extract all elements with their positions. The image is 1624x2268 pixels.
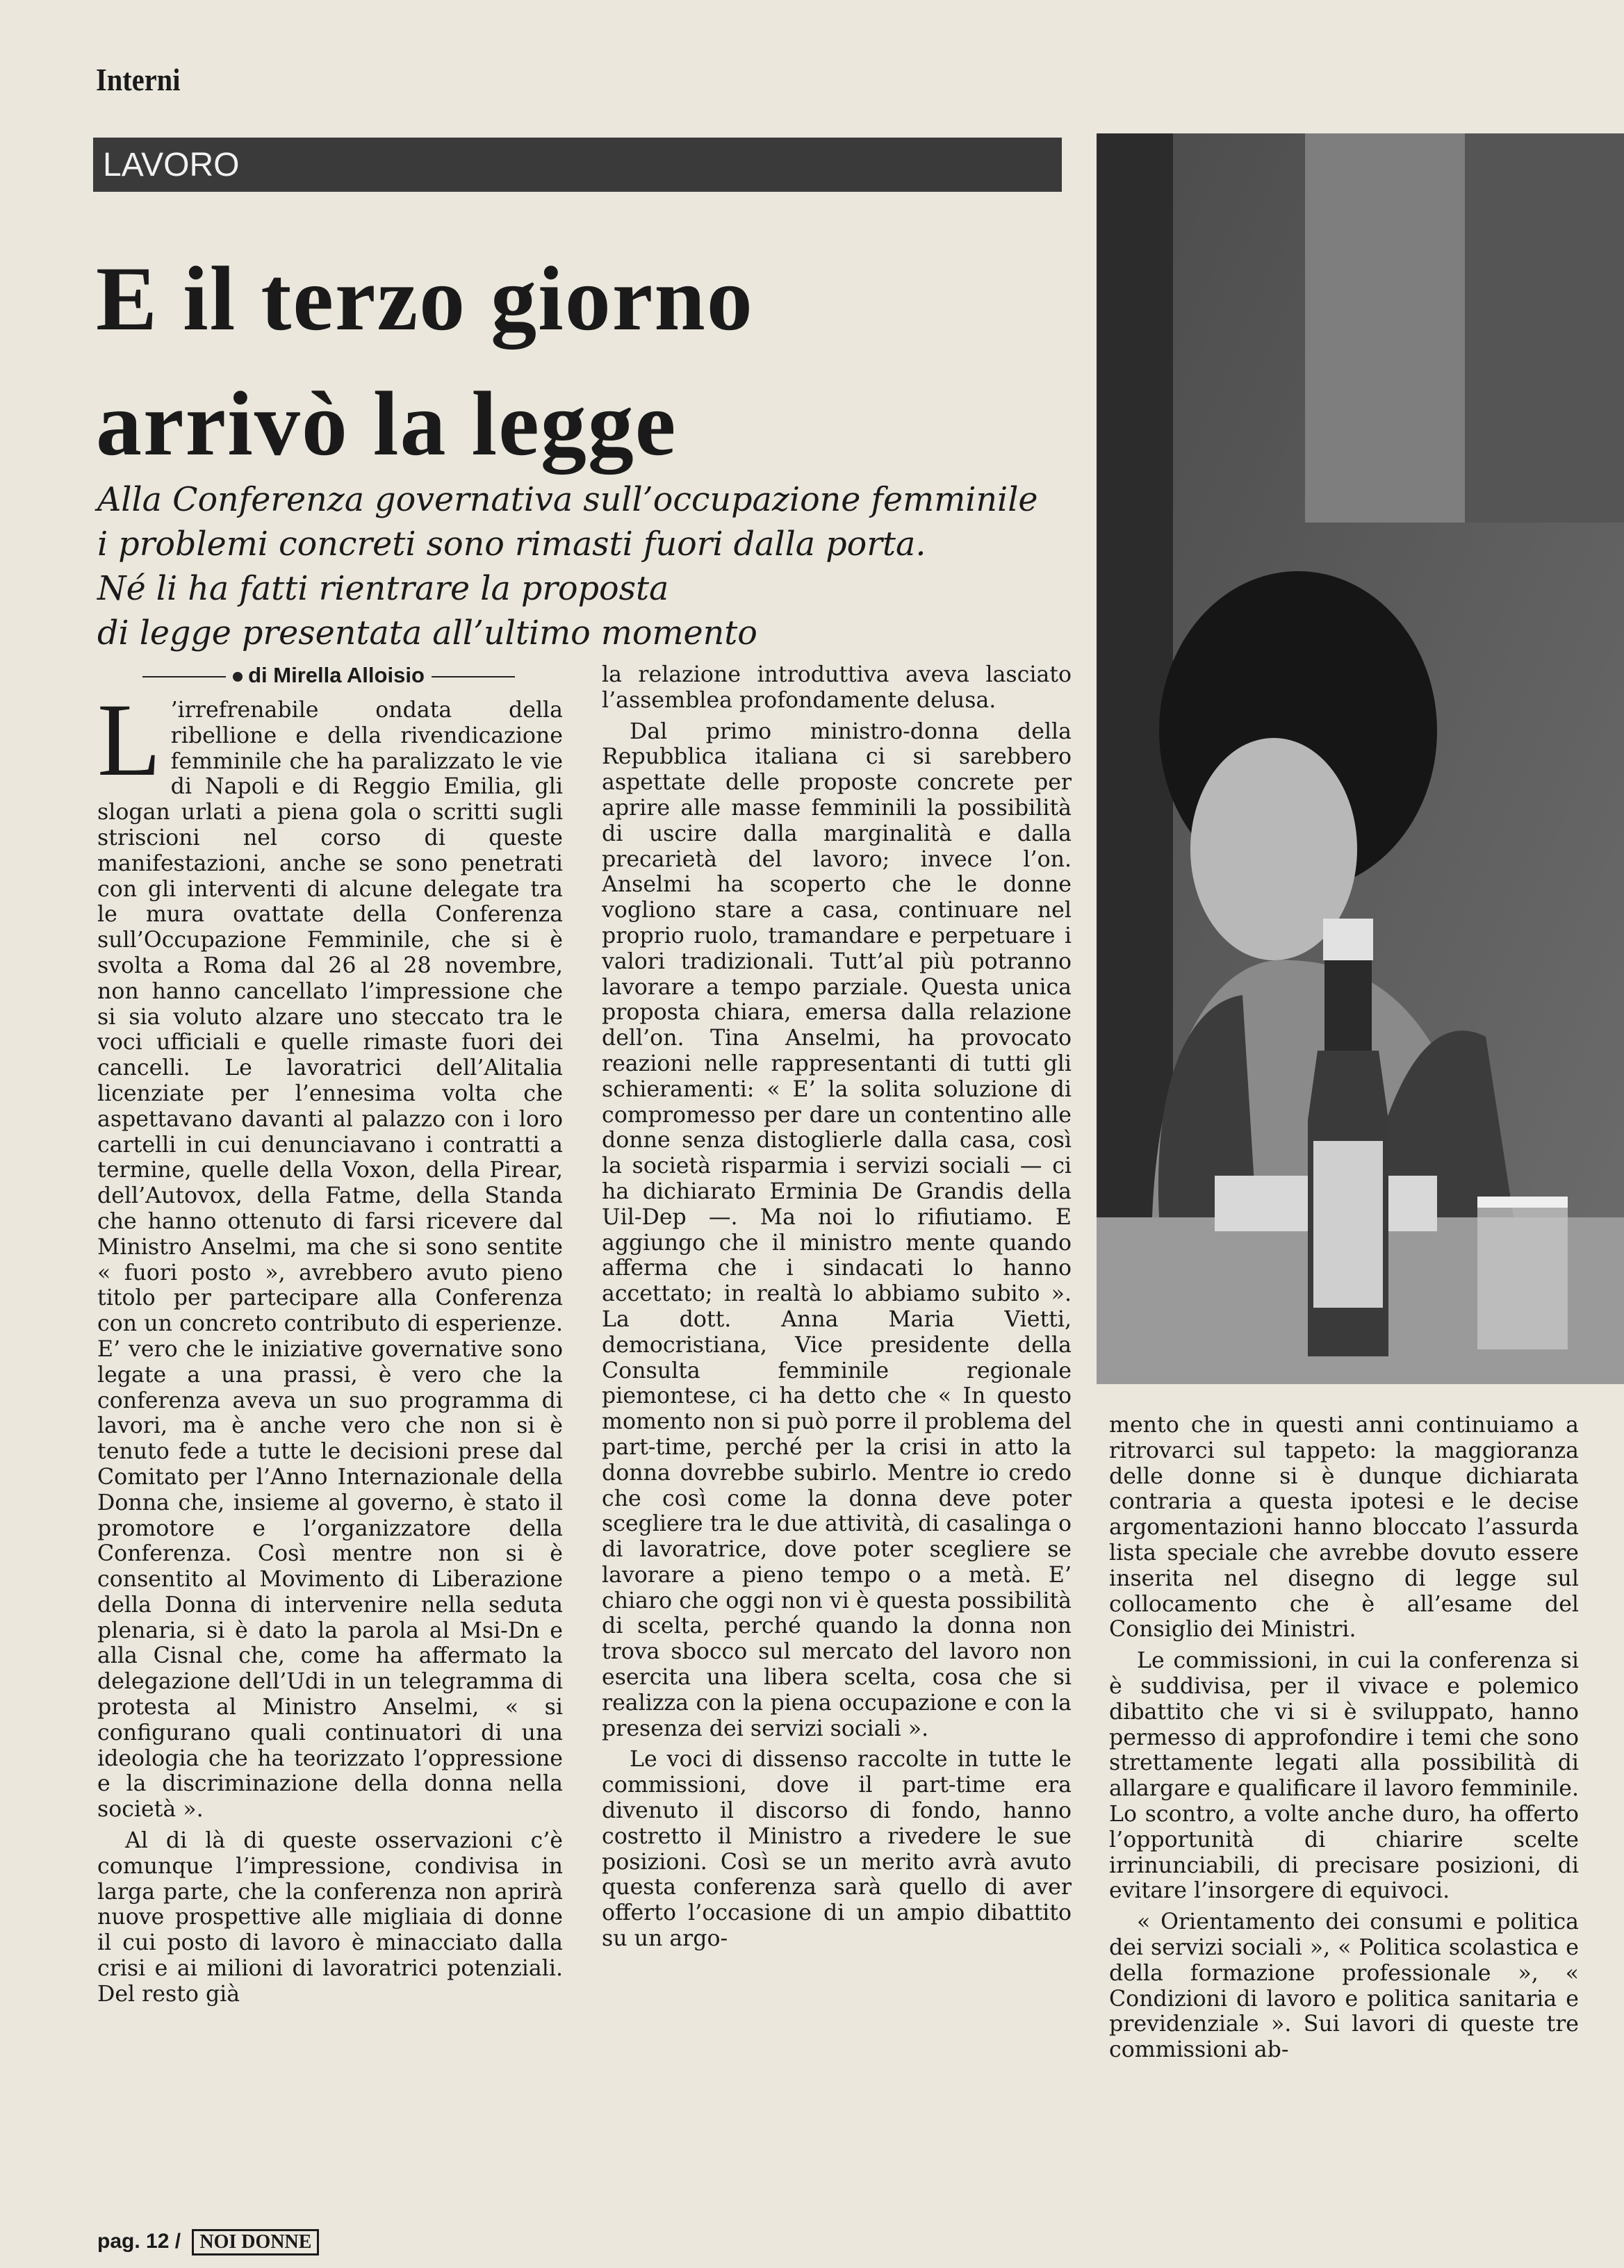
- article-column-3: [1109, 1413, 1579, 2063]
- paragraph: « Orientamento dei consumi e politica dei servizi sociali », « Politica scolastica e della formazione professionale », « Condizioni di lavoro e politica sanitaria e previdenziale ». Sui lavori di queste tre commissioni ab-: [1109, 1909, 1579, 2063]
- byline-text: di Mirella Alloisio: [248, 663, 425, 687]
- article-column-2: [602, 662, 1072, 1952]
- deck-line-4: di legge presentata all’ultimo momento: [97, 614, 757, 652]
- headline-line-2: arrivò la legge: [96, 372, 678, 475]
- section-label: Interni: [96, 62, 181, 97]
- magazine-logo: NOI DONNE: [192, 2229, 319, 2255]
- byline-rule-left: [142, 676, 226, 677]
- headline: [96, 236, 1055, 486]
- page-number: pag. 12 /: [97, 2230, 181, 2253]
- byline-rule-right: [432, 676, 515, 677]
- paragraph: [97, 682, 563, 1823]
- photo-woman-at-conference: [1097, 133, 1624, 1384]
- paragraph: Al di là di queste osservazioni c’è comunque l’impressione, condivisa in larga parte, che la conferenza non aprirà nuove prospettive alle migliaia di donne il cui posto di lavoro è minacciato dalla crisi e ai milioni di lavoratrici potenziali. Del resto già: [97, 1828, 563, 2007]
- deck-line-2: i problemi concreti sono rimasti fuori dalla porta.: [97, 525, 926, 564]
- photo-illustration: [1097, 133, 1624, 1384]
- article-column-1: [97, 682, 563, 2007]
- rubric-bar: [93, 138, 1062, 192]
- page-footer: [97, 2228, 319, 2255]
- paragraph: Le voci di dissenso raccolte in tutte le commissioni, dove il part-time era divenuto il discorso di fondo, hanno costretto il Ministro a rivedere le sue posizioni. Così se un merito avrà avuto questa conferenza sarà quello di aver offerto l’occasione di un ampio dibattito su un argo-: [602, 1747, 1072, 1952]
- paragraph: Dal primo ministro-donna della Repubblica italiana ci si sarebbero aspettate delle proposte concrete per aprire alle masse femminili la possibilità di uscire dalla marginalità e dalla precarietà del lavoro; invece l’on. Anselmi ha scoperto che le donne vogliono stare a casa, continuare nel proprio ruolo, tramandare e perpetuare i valori tradizionali. Tutt’al più potranno lavorare a tempo parziale. Questa unica proposta chiara, emersa dalla relazione dell’on. Tina Anselmi, ha provocato reazioni nelle rappresentanti di tutti gli schieramenti: « E’ la solita soluzione di compromesso per dare un contentino alle donne senza distoglierle dalla casa, così la società risparmia i servizi sociali — ci ha dichiarato Erminia De Grandis della Uil-Dep —. Ma noi lo rifiutiamo. E aggiungo che il ministro mente quando afferma che i sindacati lo hanno accettato; in realtà lo abbiamo subito ». La dott. Anna Maria Vietti, democristiana, Vice presidente della Consulta femminile regionale piemontese, ci ha detto che « In questo momento non si può porre il problema del part-time, perché per la crisi in atto la donna dovrebbe subirlo. Mentre io credo che così come la donna deve poter scegliere tra le due attività, di casalinga o di lavoratrice, dove poter scegliere se lavorare a pieno tempo o a metà. E’ chiaro che oggi non vi è questa possibilità di scelta, perché quando la donna non trova sbocco sul mercato del lavoro non esercita una libera scelta, cosa che si realizza con la piena occupazione e con la presenza dei servizi sociali ».: [602, 718, 1072, 1741]
- paragraph: la relazione introduttiva aveva lasciato l’assemblea profondamente delusa.: [602, 662, 1072, 713]
- deck-line-1: Alla Conferenza governativa sull’occupazione femminile: [97, 481, 1038, 519]
- byline: [97, 662, 560, 689]
- paragraph: mento che in questi anni continuiamo a ritrovarci sul tappeto: la maggioranza delle donne si è dunque dichiarata contraria a questa ipotesi e le decise argomentazioni hanno bloccato l’assurda lista speciale che avrebbe dovuto essere inserita nel disegno di legge sul collocamento che è all’esame del Consiglio dei Ministri.: [1109, 1413, 1579, 1643]
- paragraph-text: ’irrefrenabile ondata della ribellione e della rivendicazione femminile che ha paralizzato le vie di Napoli e di Reggio Emilia, gli slogan urlati a piena gola o scritti sugli striscioni nel corso di queste manifestazioni, anche se sono penetrati con gli interventi di alcune delegate tra le mura ovattate della Conferenza sull’Occupazione Femminile, che si è svolta a Roma dal 26 al 28 novembre, non hanno cancellato l’impressione che si sia voluto alzare uno steccato tra le voci ufficiali e quelle rimaste fuori dei cancelli. Le lavoratrici dell’Alitalia licenziate per l’ennesima volta che aspettavano davanti al palazzo con i loro cartelli in cui denunciavano i contratti a termine, quelle della Voxon, della Pirear, dell’Autovox, della Fatme, della Standa che hanno ottenuto di farsi ricevere dal Ministro Anselmi, ma che si sono sentite « fuori posto », avrebbero avuto pieno titolo per partecipare alla Conferenza con un concreto contributo di esperienze. E’ vero che le iniziative governative sono legate a una prassi, è vero che la conferenza aveva un suo programma di lavori, ma è anche vero che non si è tenuto fede a tutte le decisioni prese dal Comitato per l’Anno Internazionale della Donna che, insieme al governo, è stato il promotore e l’organizzatore della Conferenza. Così mentre non si è consentito al Movimento di Liberazione della Donna di intervenire nella seduta plenaria, si è dato la parola al Msi-Dn e alla Cisnal che, come ha affermato la delegazione dell’Udi in un telegramma di protesta al Ministro Anselmi, « si configurano quali continuatori di una ideologia che ha teorizzato l’oppressione e la discriminazione della donna nella società ».: [97, 698, 563, 1823]
- deck: [97, 478, 1042, 656]
- rubric-label: LAVORO: [103, 147, 240, 183]
- headline-line-1: E il terzo giorno: [96, 247, 754, 350]
- deck-line-3: Né li ha fatti rientrare la proposta: [97, 570, 669, 608]
- drop-cap: L: [97, 682, 161, 798]
- bullet-icon: [233, 672, 243, 682]
- paragraph: Le commissioni, in cui la conferenza si è suddivisa, per il vivace e polemico dibattito che vi si è sviluppato, hanno permesso di approfondire i temi che sono strettamente legati alla possibilità di allargare e qualificare il lavoro femminile. Lo scontro, a volte anche duro, ha offerto l’opportunità di chiarire scelte irrinunciabili, di precisare posizioni, di evitare l’insorgere di equivoci.: [1109, 1648, 1579, 1904]
